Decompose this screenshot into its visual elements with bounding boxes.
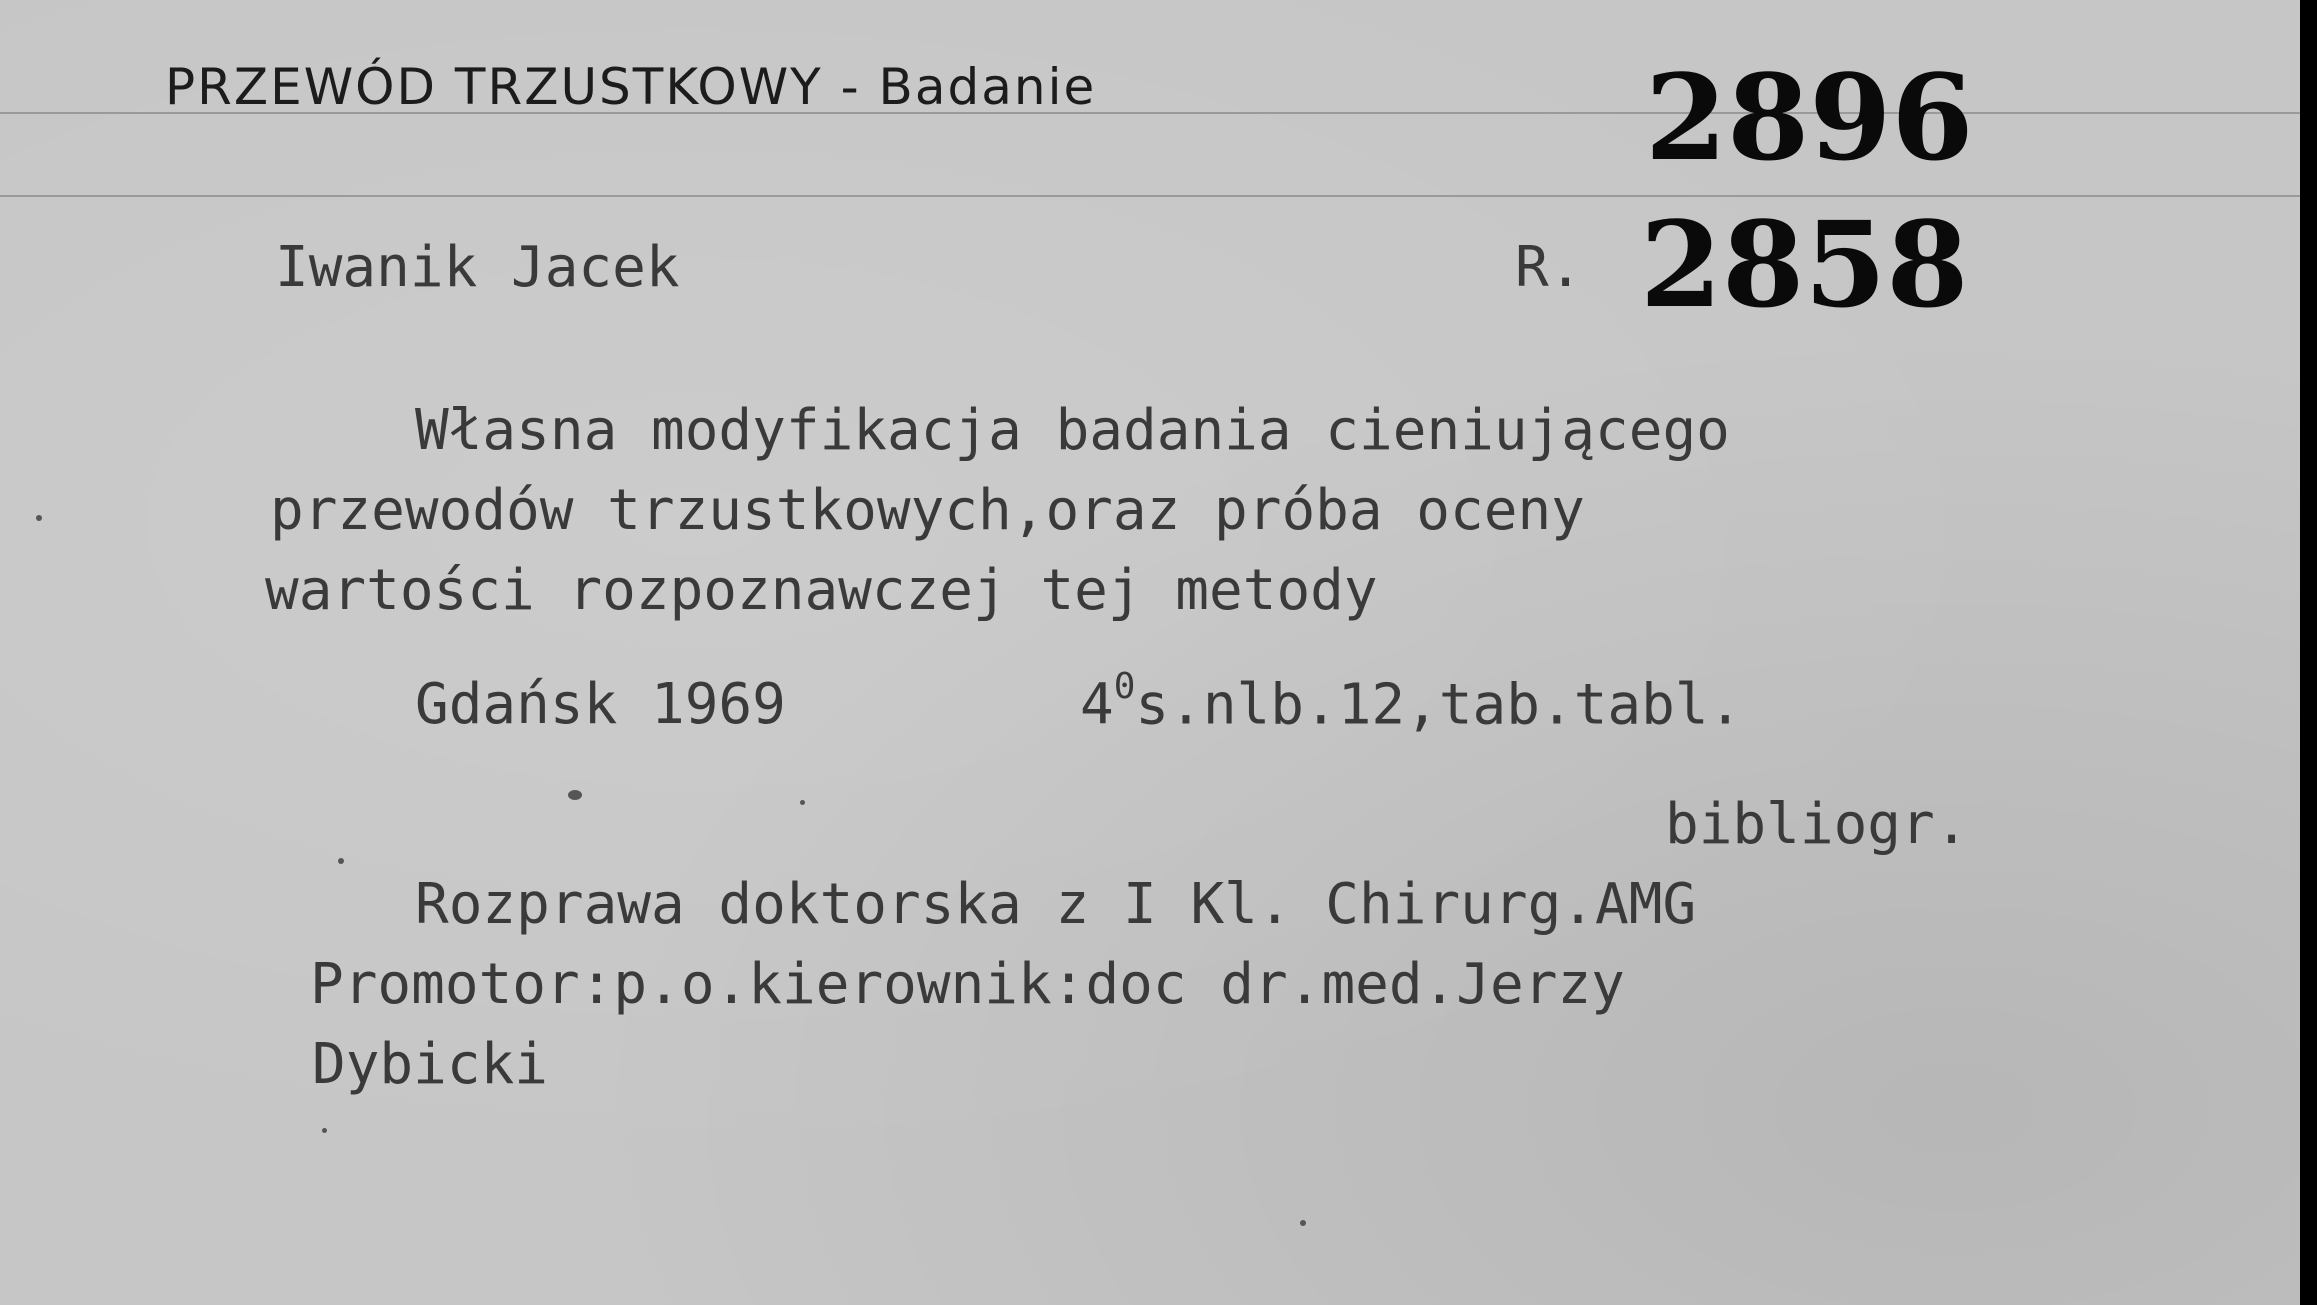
title-line-3: wartości rozpoznawczej tej metody xyxy=(265,558,1378,623)
note-line-3: Dybicki xyxy=(312,1032,549,1097)
speck-mark xyxy=(338,858,344,864)
call-number-prefix: R. xyxy=(1515,235,1583,300)
format-number: 4 xyxy=(1080,672,1114,738)
title-line-2: przewodów trzustkowych,oraz próba oceny xyxy=(270,478,1585,543)
author-name: Iwanik Jacek xyxy=(275,235,680,300)
catalog-number: 2896 xyxy=(1645,48,1974,187)
subject-heading: PRZEWÓD TRZUSTKOWY - Badanie xyxy=(165,58,1097,116)
note-line-1: Rozprawa doktorska z I Kl. Chirurg.AMG xyxy=(415,872,1697,937)
imprint-format xyxy=(1080,666,1743,738)
bibliography-note: bibliogr. xyxy=(1665,792,1969,857)
imprint-extent: s.nlb.12,tab.tabl. xyxy=(1135,672,1743,738)
speck-mark xyxy=(36,515,42,521)
speck-mark xyxy=(800,800,805,805)
speck-mark xyxy=(1300,1220,1306,1226)
note-line-2: Promotor:p.o.kierownik:doc dr.med.Jerzy xyxy=(310,952,1625,1017)
call-number: 2858 xyxy=(1640,195,1969,334)
title-line-1: Własna modyfikacja badania cieniującego xyxy=(415,398,1730,463)
imprint-place-year: Gdańsk 1969 xyxy=(415,672,786,737)
speck-mark xyxy=(568,790,582,800)
speck-mark xyxy=(322,1128,327,1133)
format-superscript: 0 xyxy=(1113,666,1136,707)
